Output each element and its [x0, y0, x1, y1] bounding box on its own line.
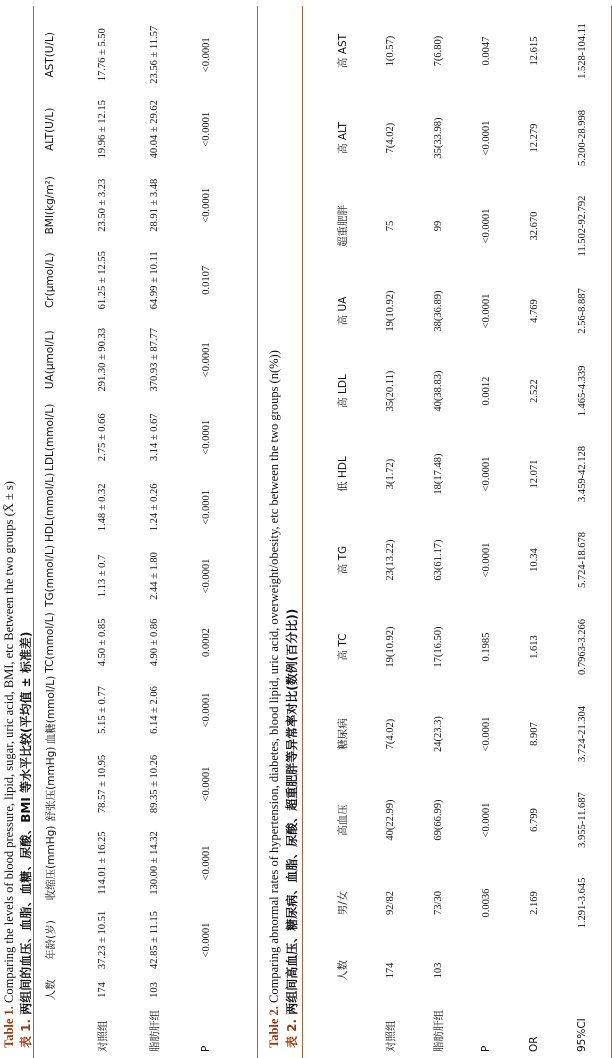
table1-row	[76, 19, 128, 1058]
table-cell: 103	[148, 982, 160, 998]
table2-row	[510, 7, 558, 1058]
table-cell	[510, 943, 558, 998]
table-cell: 0.0002	[200, 628, 212, 657]
table-cell: 78.57 ± 10.95	[96, 754, 108, 814]
column-header: 高 LDL	[336, 374, 349, 408]
table-cell: 174	[96, 982, 108, 998]
column-header: UA(μmol/L)	[44, 330, 56, 390]
column-header: 收缩压(mmHg)	[44, 825, 57, 901]
table-cell: 23(13.22)	[384, 539, 396, 581]
table-cell: 7(6.80)	[432, 35, 444, 67]
table-cell: 61.25 ± 12.55	[96, 251, 108, 310]
table-cell: 114.01 ± 16.25	[96, 831, 108, 895]
table1-bottom-rule	[257, 6, 258, 1058]
table-cell: 1.48 ± 0.32	[96, 483, 108, 532]
column-header	[24, 1003, 76, 1058]
table1-header-row	[24, 19, 76, 1058]
table-cell: 4.769	[528, 299, 540, 323]
column-header: 糖尿病	[336, 718, 349, 750]
table2	[318, 7, 606, 1058]
column-header: 舒张压(mmHg)	[44, 746, 57, 822]
table-cell: <0.0001	[200, 766, 212, 802]
table2-top-rule	[302, 6, 303, 1058]
table2-row	[558, 7, 606, 1058]
row-label: 95%CI	[576, 1018, 588, 1052]
table2-row	[462, 7, 510, 1058]
column-header: HDL(mmol/L)	[44, 472, 56, 542]
table1-caption-zh: 表 1. 两组间的血压、血脂、血糖、尿酸、BMI 等水平比较(平均值 ± 标准差)	[19, 631, 33, 1048]
table2-row	[366, 7, 414, 1058]
table-cell: 2.44 ± 1.80	[148, 552, 160, 600]
table-cell: 19(10.92)	[384, 626, 396, 668]
table-cell: <0.0001	[200, 845, 212, 881]
table-cell: <0.0001	[200, 692, 212, 728]
table-cell: 3.955-11.687	[576, 792, 588, 848]
table-cell: 12.071	[528, 459, 540, 489]
column-header: BMI(kg/m²)	[44, 176, 56, 235]
table-cell: <0.0001	[480, 456, 492, 492]
column-header: 低 HDL	[336, 456, 349, 492]
table-cell: 7(4.02)	[384, 718, 396, 750]
table-cell: 37.23 ± 10.51	[96, 910, 108, 970]
table-cell: 40(38.83)	[432, 370, 444, 412]
table-cell: 63(61.17)	[432, 539, 444, 581]
row-label: 对照组	[96, 1020, 109, 1052]
table-cell: 3(1.72)	[384, 458, 396, 490]
table-cell: <0.0001	[200, 419, 212, 455]
row-label: P	[480, 1045, 492, 1052]
table-cell: <0.0001	[480, 120, 492, 156]
column-header: 血糖(mmol/L)	[44, 675, 57, 745]
table-cell: 174	[384, 962, 396, 979]
table-cell: 35(20.11)	[384, 370, 396, 412]
table-cell: 370.93 ± 87.77	[148, 328, 160, 392]
column-header: ALT(U/L)	[44, 107, 56, 151]
table-cell: 38(36.89)	[432, 290, 444, 332]
table-cell: 35(33.98)	[432, 117, 444, 159]
table-cell: <0.0001	[480, 293, 492, 329]
table1-row	[180, 19, 232, 1058]
table1-caption-en: Table 1. Comparing the levels of blood pressure, lipid, sugar, uric acid, BMI, etc Between the two groups (X̄ ± s)	[2, 481, 16, 1048]
table-cell: 18(17.48)	[432, 453, 444, 495]
table-cell: 23.50 ± 3.23	[96, 178, 108, 232]
table-cell: 12.279	[528, 123, 540, 153]
table-cell: <0.0001	[200, 111, 212, 147]
column-header: 人数	[336, 960, 349, 981]
table-cell: 6.14 ± 2.06	[148, 686, 160, 734]
table-cell: 0.1985	[480, 632, 492, 662]
table-cell: 19.96 ± 12.15	[96, 100, 108, 159]
column-header: AST(U/L)	[44, 32, 56, 78]
table-cell: 1.528-104.11	[576, 23, 588, 79]
table-cell: 64.99 ± 10.11	[148, 251, 160, 310]
column-header: Cr(μmol/L)	[44, 252, 56, 309]
table-cell: 0.0012	[480, 376, 492, 406]
table-cell: 1.291-3.645	[576, 877, 588, 929]
column-header: 高 TG	[336, 545, 349, 575]
table-cell: 23.56 ± 11.57	[148, 25, 160, 84]
column-header: 高 ALT	[336, 122, 349, 154]
row-label: 脂肪肝组	[148, 1010, 161, 1052]
table1-row	[128, 19, 180, 1058]
table-cell: 291.30 ± 90.33	[96, 328, 108, 392]
table-cell: <0.0001	[480, 208, 492, 244]
table-cell: <0.0001	[200, 490, 212, 525]
row-label: OR	[528, 1036, 540, 1052]
table-cell: 2.522	[528, 379, 540, 403]
column-header: 高 UA	[336, 296, 349, 326]
table-cell: 99	[432, 220, 444, 232]
table-cell: 2.75 ± 0.66	[96, 413, 108, 462]
column-header: 高 AST	[336, 33, 349, 69]
table-cell: <0.0001	[480, 716, 492, 752]
table-cell: 1.24 ± 0.26	[148, 483, 160, 532]
table-cell: <0.0001	[200, 342, 212, 378]
table-cell: 1.613	[528, 635, 540, 659]
table-cell: 17.76 ± 5.50	[96, 28, 108, 82]
column-header: 年龄(岁)	[44, 920, 57, 960]
table-cell: 42.85 ± 11.15	[148, 911, 160, 969]
table-cell: 6.799	[528, 808, 540, 832]
table-cell: <0.0001	[480, 802, 492, 838]
column-header: 高血压	[336, 804, 349, 836]
column-header: 高 TC	[336, 633, 349, 661]
table-cell: 130.00 ± 14.32	[148, 831, 160, 895]
row-label: P	[200, 1045, 212, 1052]
table-cell: 2.169	[528, 891, 540, 915]
column-header: 男/女	[336, 890, 349, 916]
table-cell: 7(4.02)	[384, 122, 396, 154]
column-header: 人数	[44, 979, 57, 1001]
table-cell: <0.0001	[200, 558, 212, 594]
table-cell: 75	[384, 220, 396, 232]
table1	[24, 19, 232, 1058]
table-cell: 40(22.99)	[384, 799, 396, 841]
table-cell: 3.459-42.128	[576, 446, 588, 502]
table-cell: 1(0.57)	[384, 35, 396, 67]
table-cell: 24(23.3)	[432, 716, 444, 752]
table-cell: 89.35 ± 10.26	[148, 754, 160, 814]
table-cell: <0.0001	[200, 187, 212, 223]
table-cell: 73/30	[432, 891, 444, 915]
row-label: 对照组	[384, 1020, 397, 1052]
table-cell: 2.56-8.887	[576, 288, 588, 334]
table-cell: 0.0107	[200, 265, 212, 295]
table-cell: 0.0047	[480, 36, 492, 66]
table-cell: 19(10.92)	[384, 290, 396, 332]
table-cell: <0.0001	[480, 542, 492, 578]
column-header: TG(mmol/L)	[44, 545, 56, 607]
table-cell: 92/82	[384, 891, 396, 915]
table-cell: 17(16.50)	[432, 626, 444, 668]
table-cell: 69(66.99)	[432, 799, 444, 841]
table-cell: 1.465-4.339	[576, 365, 588, 417]
table-cell: 0.7963-3.266	[576, 619, 588, 675]
table-cell: 5.15 ± 0.77	[96, 686, 108, 734]
table-cell: 4.90 ± 0.86	[148, 618, 160, 667]
table-cell: 40.04 ± 29.62	[148, 100, 160, 159]
table-cell: 8.907	[528, 722, 540, 746]
column-header	[318, 998, 366, 1058]
table-cell: 5.724-18.678	[576, 532, 588, 588]
table-cell: 1.13 ± 0.7	[96, 554, 108, 598]
table-cell: 0.0036	[480, 888, 492, 918]
table-cell: 11.502-92.792	[576, 195, 588, 257]
table2-header-row	[318, 7, 366, 1058]
row-label: 脂肪肝组	[432, 1010, 445, 1052]
table-cell: <0.0001	[200, 922, 212, 958]
table-cell: 32.670	[528, 211, 540, 241]
table-cell: 3.14 ± 0.67	[148, 413, 160, 462]
column-header: 超重肥胖	[336, 205, 349, 247]
table2-caption-zh: 表 2. 两组间高血压、糖尿病、血脂、尿酸、超重肥胖等异常率对比(数例(百分比))	[285, 608, 299, 1048]
column-header: LDL(mmol/L)	[44, 403, 56, 471]
table2-caption-en: Table 2. Comparing abnormal rates of hypertension, diabetes, blood lipid, uric acid, overweight/obesity, etc between the two groups (n(%))	[267, 350, 281, 1048]
table-cell: 10.34	[528, 548, 540, 572]
table-cell	[462, 943, 510, 998]
table-cell	[180, 977, 232, 1003]
table2-row	[414, 7, 462, 1058]
table-cell: 4.50 ± 0.85	[96, 618, 108, 667]
table-cell: <0.0001	[200, 37, 212, 73]
table-cell: 103	[432, 962, 444, 979]
table-cell: 12.615	[528, 36, 540, 66]
column-header: TC(mmol/L)	[44, 612, 56, 673]
table-cell: 5.200-28.998	[576, 110, 588, 166]
table-cell	[558, 943, 606, 998]
table-cell: 28.91 ± 3.48	[148, 178, 160, 232]
table-cell: 3.724-21.304	[576, 706, 588, 762]
